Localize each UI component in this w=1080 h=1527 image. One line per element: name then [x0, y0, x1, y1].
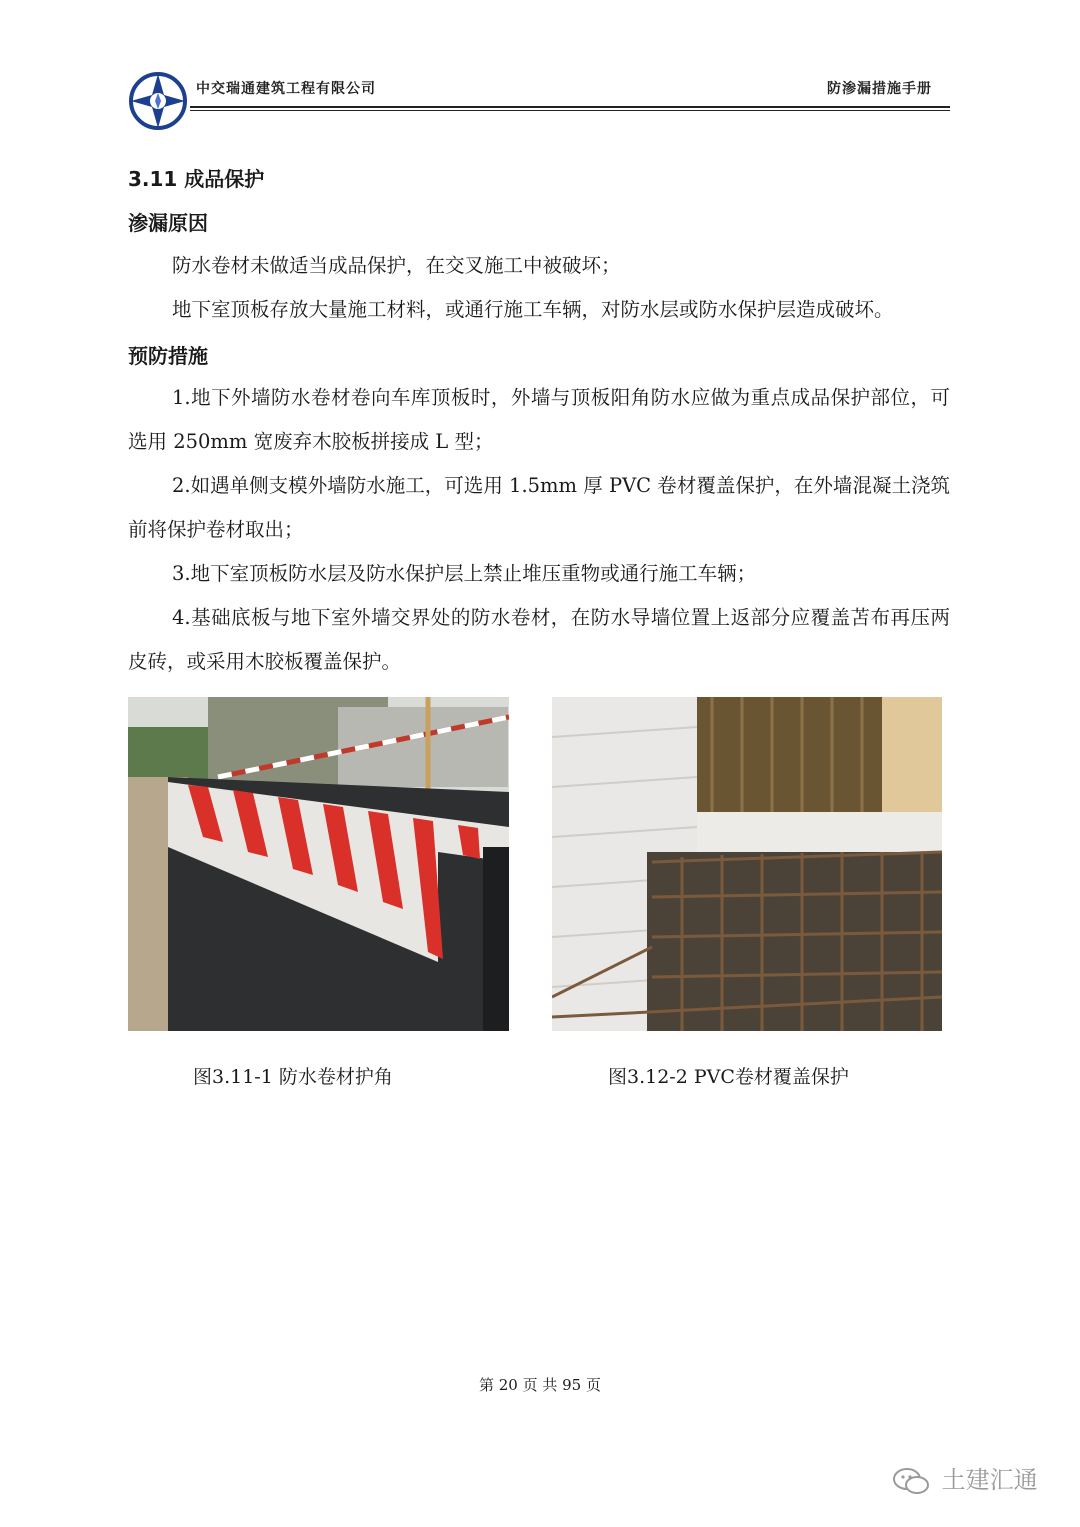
company-logo-icon — [128, 70, 188, 132]
measures-heading: 预防措施 — [128, 344, 208, 368]
watermark-text: 土建汇通 — [941, 1466, 1038, 1494]
figure-photo-2 — [552, 697, 942, 1031]
cause-item: 防水卷材未做适当成品保护，在交叉施工中被破坏； — [172, 254, 621, 277]
measures-list — [128, 376, 950, 684]
company-name: 中交瑞通建筑工程有限公司 — [196, 81, 376, 97]
page-header — [128, 66, 950, 136]
membrane-corner-photo — [128, 697, 509, 1031]
measure-item: 3.地下室顶板防水层及防水保护层上禁止堆压重物或通行施工车辆； — [172, 562, 757, 585]
manual-title: 防渗漏措施手册 — [827, 81, 932, 97]
pvc-cover-photo — [552, 697, 942, 1031]
figure-caption-1: 图3.11-1 防水卷材护角 — [193, 1066, 393, 1088]
causes-list — [128, 244, 950, 332]
header-divider-thin — [190, 110, 950, 111]
section-title: 3.11 成品保护 — [128, 167, 265, 191]
cause-heading: 渗漏原因 — [128, 211, 208, 235]
figure-photo-1 — [128, 697, 509, 1031]
header-divider — [190, 106, 950, 108]
figure-caption-2: 图3.12-2 PVC卷材覆盖保护 — [608, 1066, 849, 1088]
measure-item: 4.基础底板与地下室外墙交界处的防水卷材，在防水导墙位置上返部分应覆盖苫布再压两皮砖，或采用木胶板覆盖保护。 — [128, 606, 950, 673]
page-number: 第 20 页 共 95 页 — [478, 1376, 601, 1394]
measure-item: 2.如遇单侧支模外墙防水施工，可选用 1.5mm 厚 PVC 卷材覆盖保护，在外墙混凝土浇筑前将保护卷材取出； — [128, 474, 950, 541]
wechat-icon — [892, 1466, 930, 1496]
watermark — [892, 1460, 1038, 1496]
cause-item: 地下室顶板存放大量施工材料，或通行施工车辆，对防水层或防水保护层造成破坏。 — [172, 298, 894, 321]
measure-item: 1.地下外墙防水卷材卷向车库顶板时，外墙与顶板阳角防水应做为重点成品保护部位，可选用 250mm 宽废弃木胶板拼接成 L 型； — [128, 386, 950, 453]
